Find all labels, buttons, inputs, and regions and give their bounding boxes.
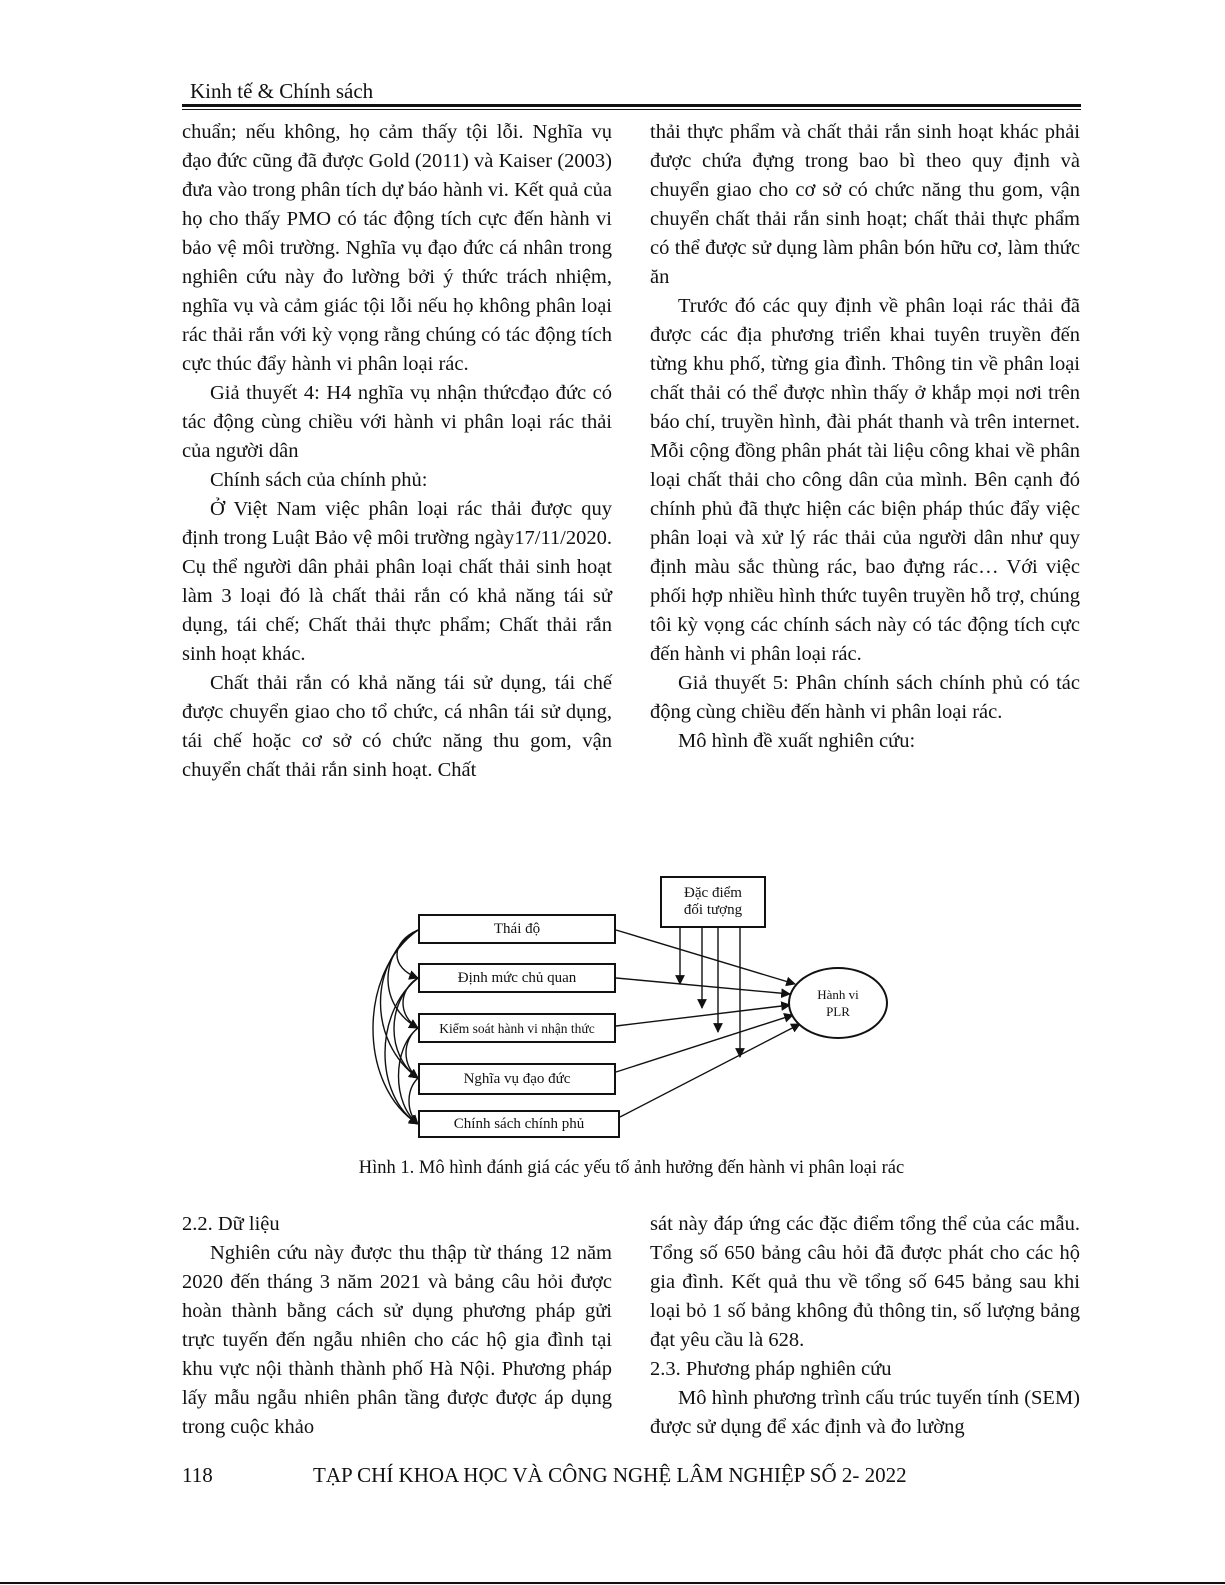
- path-attitude: [616, 930, 795, 984]
- header-rule-thick: [182, 104, 1081, 107]
- characteristics-line2: đối tượng: [683, 902, 743, 918]
- paragraph: thải thực phẩm và chất thải rắn sinh hoạt khác phải được chứa đựng trong bao bì theo quy định và chuyển giao cho cơ sở có chức năng thu gom, vận chuyển chất thải rắn sinh hoạt; chất thải thực phẩm có thể được sử dụng làm phân bón hữu cơ, làm thức ăn: [650, 121, 1080, 288]
- outcome-line2: PLR: [826, 1004, 850, 1019]
- right-column-lower: [650, 1210, 1080, 1442]
- outcome-line1: Hành vi: [817, 987, 859, 1002]
- path-norm: [616, 978, 790, 994]
- paragraph: Chất thải rắn có khả năng tái sử dụng, tái chế được chuyển giao cho tổ chức, cá nhân tái sử dụng, tái chế hoặc cơ sở có chức năng thu gom, vận chuyển chất thải rắn sinh hoạt. Chất: [182, 672, 612, 781]
- section-heading-data: 2.2. Dữ liệu: [182, 1213, 280, 1235]
- subjective-norm-box: Định mức chủ quan: [418, 963, 616, 993]
- characteristics-line1: Đặc điểm: [684, 885, 742, 901]
- perceived-control-box: Kiểm soát hành vi nhận thức: [418, 1013, 616, 1043]
- header-rule-thin: [182, 109, 1081, 110]
- model-heading: Mô hình đề xuất nghiên cứu:: [678, 730, 916, 752]
- behavior-outcome-ellipse: [788, 967, 888, 1039]
- paragraph: Trước đó các quy định về phân loại rác thải đã được các địa phương triển khai tuyên truyền đến từng khu phố, từng gia đình. Thông tin về phân loại chất thải có thể được nhìn thấy ở khắp mọi nơi trên báo chí, truyền hình, đài phát thanh và trên internet. Mỗi cộng đồng phân phát tài liệu công khai về phân loại chất thải cho công dân của mình. Bên cạnh đó chính phủ đã thực hiện các biện pháp thúc đẩy việc phân loại và xử lý rác thải của người dân như quy định màu sắc thùng rác, bao đựng rác… Với việc phối hợp nhiều hình thức tuyên truyền hỗ trợ, chúng tôi kỳ vọng các chính sách này có tác động tích cực đến hành vi phân loại rác.: [650, 295, 1080, 665]
- left-column: [182, 118, 612, 785]
- research-model-figure: [350, 872, 910, 1152]
- hypothesis-4: Giả thuyết 4: H4 nghĩa vụ nhận thứcđạo đức có tác động cùng chiều với hành vi phân loại rác thải của người dân: [182, 382, 612, 462]
- figure-caption: Hình 1. Mô hình đánh giá các yếu tố ảnh hưởng đến hành vi phân loại rác: [358, 1158, 905, 1178]
- bottom-rule: [0, 1582, 1225, 1584]
- paragraph: Nghiên cứu này được thu thập từ tháng 12 năm 2020 đến tháng 3 năm 2021 và bảng câu hỏi được hoàn thành bằng cách sử dụng phương pháp gửi trực tuyến đến ngẫu nhiên cho các hộ gia đình tại khu vực nội thành thành phố Hà Nội. Phương pháp lấy mẫu ngẫu nhiên phân tầng được được áp dụng trong cuộc khảo: [182, 1242, 612, 1438]
- section-heading-method: 2.3. Phương pháp nghiên cứu: [650, 1358, 892, 1380]
- path-policy: [620, 1024, 800, 1117]
- page-number: 118: [182, 1463, 213, 1487]
- gov-policy-box: Chính sách chính phủ: [418, 1110, 620, 1138]
- moral-obligation-box: Nghĩa vụ đạo đức: [418, 1063, 616, 1095]
- right-column: [650, 118, 1080, 756]
- characteristics-box: [660, 876, 766, 928]
- left-column-lower: [182, 1210, 612, 1442]
- journal-footer: TẠP CHÍ KHOA HỌC VÀ CÔNG NGHỆ LÂM NGHIỆP SỐ 2- 2022: [313, 1463, 907, 1487]
- hypothesis-5: Giả thuyết 5: Phân chính sách chính phủ có tác động cùng chiều đến hành vi phân loại rác.: [650, 672, 1080, 723]
- paragraph: sát này đáp ứng các đặc điểm tổng thể của các mẫu. Tổng số 650 bảng câu hỏi đã được phát cho các hộ gia đình. Kết quả thu về tổng số 645 bảng sau khi loại bỏ 1 số bảng không đủ thông tin, số lượng bảng đạt yêu cầu là 628.: [650, 1213, 1080, 1351]
- section-heading-policy: Chính sách của chính phủ:: [210, 469, 428, 491]
- paragraph: Mô hình phương trình cấu trúc tuyến tính (SEM) được sử dụng để xác định và đo lường: [650, 1387, 1080, 1438]
- path-moral: [616, 1015, 793, 1072]
- paragraph: chuẩn; nếu không, họ cảm thấy tội lỗi. Nghĩa vụ đạo đức cũng đã được Gold (2011) và Kaiser (2003) đưa vào trong phân tích dự báo hành vi. Kết quả của họ cho thấy PMO có tác động tích cực đến hành vi bảo vệ môi trường. Nghĩa vụ đạo đức cá nhân trong nghiên cứu này đo lường bởi ý thức trách nhiệm, nghĩa vụ và cảm giác tội lỗi nếu họ không phân loại rác thải rắn với kỳ vọng rằng chúng có tác động tích cực thúc đẩy hành vi phân loại rác.: [182, 121, 612, 375]
- path-control: [616, 1005, 790, 1026]
- paragraph: Ở Việt Nam việc phân loại rác thải được quy định trong Luật Bảo vệ môi trường ngày17/11/2020. Cụ thể người dân phải phân loại chất thải sinh hoạt làm 3 loại đó là chất thải rắn có khả năng tái sử dụng, tái chế; Chất thải thực phẩm; Chất thải rắn sinh hoạt khác.: [182, 498, 612, 665]
- running-header: Kinh tế & Chính sách: [190, 79, 374, 103]
- attitude-box: Thái độ: [418, 914, 616, 944]
